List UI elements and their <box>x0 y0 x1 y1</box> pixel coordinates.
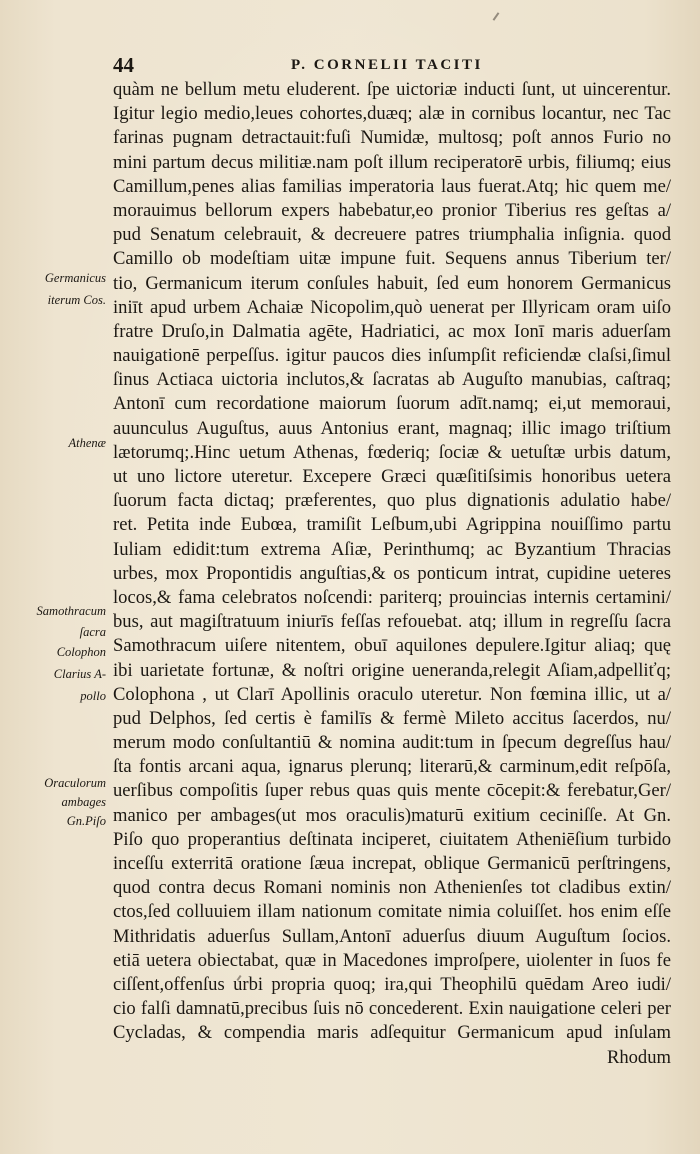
text-line: Camillum,penes alias familias imperatoria laus fuerat.Atq; hic quem me/ <box>113 175 671 197</box>
margin-note: Clarius A- <box>53 667 106 681</box>
text-line: quod contra decus Romani nominis non Athenienſes tot cladibus extin/ <box>113 877 671 899</box>
text-line: ibi uarietate fortunæ, & noſtri origine ueneranda,relegit Aſiam,adpelliťq; <box>113 659 671 681</box>
running-title: P. CORNELII TACITI <box>291 57 483 73</box>
text-line: ut uno lictore uteretur. Excepere Græci quæſitiſsimis honoribus uetera <box>113 466 671 487</box>
text-line: uerſibus compoſitis ſuper rebus quas quis mente cōcepit:& ferebatur,Ger/ <box>113 780 671 802</box>
text-line: locos,& fama celebratos noſcendi: pariterq; prouincias internis certamini/ <box>113 586 671 608</box>
text-line: Cycladas, & compendia maris adſequitur Germanicum apud inſulam <box>113 1022 671 1044</box>
catchword: Rhodum <box>606 1046 671 1068</box>
text-line: ſinus Actiaca uictoria inclutos,& ſacratas ab Auguſto manubias, caſtraq; <box>113 369 671 391</box>
margin-notes <box>0 78 106 1038</box>
text-line: Colophona , ut Clarī Apollinis oraculo uteretur. Non fœmina illic, ut a/ <box>113 683 671 705</box>
text-line: Mithridatis aduerſus Sullam,Antonī aduerſus diuum Auguſtum ſocios. <box>113 925 671 947</box>
text-line: tio, Germanicum iterum conſules habuit, ſed eum honorem Germanicus <box>113 272 671 294</box>
text-line: lætorumq;.Hinc uetum Athenas, fœderiq; ſociæ & uetuſtæ urbis datum, <box>113 441 671 463</box>
text-line: fratre Druſo,in Dalmatia agēte, Hadriatici, ac mox Ionī maris aduerſam <box>113 320 671 342</box>
text-line: ſta fontis arcani aqua, ignarus plerunq; literarū,& carminum,edit reſpōſa, <box>113 756 671 778</box>
text-line: Iuliam edidit:tum extrema Aſiæ, Perinthumq; ac Byzantium Thracias <box>113 538 671 560</box>
margin-note: Colophon <box>56 645 106 659</box>
text-line: Camillo ob modeſtiam uitæ impune fuit. Sequens annus Tiberium ter/ <box>113 248 671 270</box>
text-line: manico per ambages(ut mos oraculis)maturū exitium ceciniſſe. At Gn. <box>113 804 671 826</box>
text-line: ret. Petita inde Eubœa, tramiſit Leſbum,ubi Agrippina nouiſſimo partu <box>113 514 671 536</box>
margin-note: pollo <box>80 689 106 703</box>
text-line: iniīt apud urbem Achaiæ Nicopolim,quò uenerat per Illyricam oram uiſo <box>113 296 671 318</box>
body-text <box>113 78 671 1070</box>
text-line: Igitur legio medio,leues cohortes,duæq; alæ in cornibus locantur, nec Tac <box>113 103 671 125</box>
text-line: ciſſent,offenſus urbi propria quoq; ira,qui Theophilū quēdam Areo iudi/ <box>113 973 671 995</box>
margin-note: ambages <box>61 795 106 809</box>
margin-note: Germanicus <box>44 271 106 285</box>
text-line: Piſo quo properantius deſtinata inciperet, ciuitatem Atheniēſium turbido <box>113 828 671 850</box>
text-line: merum modo conſultantiū & nomina audit:tum in ſpecum degreſſus hau/ <box>113 732 671 754</box>
text-line: inceſſu exterritā oratione ſæua increpat, oblique Germanicū perſtringens, <box>113 853 671 874</box>
margin-note: Athenæ <box>68 436 106 450</box>
text-line: nauigationē perpeſſus. igitur paucos dies inſumpſit reficiendæ claſsi,ſimul <box>113 345 671 367</box>
paper-fleck <box>493 12 500 21</box>
text-line: ctos,ſed colluuiem illam nationum comitate nimia coluiſſet. hos enim eſſe <box>113 901 671 923</box>
text-line: bus, aut magiſtratuum iniurīs feſſas refouebat. atq; illum in regreſſu ſacra <box>113 611 671 633</box>
text-line: pud Delphos, ſed certis è familīs & fermè Mileto accitus ſacerdos, nu/ <box>113 707 671 729</box>
text-line: auunculus Auguſtus, auus Antonius erant, magnaq; illic imago triſtium <box>113 417 671 439</box>
text-line: etiā uetera obiectabat, quæ in Macedones improſpere, uiolenter in ſuos fe <box>113 949 671 971</box>
page-number: 44 <box>113 53 134 77</box>
margin-note: iterum Cos. <box>47 293 106 307</box>
text-line: quàm ne bellum metu eluderent. ſpe uictoriæ inducti ſunt, ut uincerentur. <box>113 79 671 100</box>
page-header <box>113 50 668 80</box>
margin-note: Oraculorum <box>44 776 106 790</box>
margin-note: ſacra <box>79 625 106 639</box>
text-line: farinas pugnam detractauit:fuſi Numidæ, multosq; poſt annos Furio no <box>113 127 671 149</box>
text-line: Antonī cum recordatione maiorum ſuorum adīt.namq; ei,ut memoraui, <box>113 393 671 415</box>
text-line: morauimus bellorum expers habebatur,eo pronior Tiberius res geſtas a/ <box>113 199 671 221</box>
text-line: cio falſi damnatū,precibus ſuis nō concederent. Exin nauigatione celeri per <box>113 998 671 1020</box>
text-line: mini partum decus militiæ.nam poſt illum reciperatorē urbis, filiumq; eius <box>113 151 671 173</box>
text-line: Samothracum uiſere nitentem, obuī aquilones depulere.Igitur aliaq; quę <box>113 635 671 657</box>
text-line: pud Senatum celebrauit, & decreuere patres triumphalia inſignia. quod <box>113 224 671 246</box>
text-line: urbes, mox Propontidis anguſtias,& os ponticum intrat, cupidine ueteres <box>113 562 671 584</box>
margin-note: Samothracum <box>36 604 106 618</box>
text-line: ſuorum facta dictaq; præferentes, quo plus dignationis adulatio habe/ <box>113 490 671 512</box>
margin-note: Gn.Piſo <box>66 814 106 828</box>
